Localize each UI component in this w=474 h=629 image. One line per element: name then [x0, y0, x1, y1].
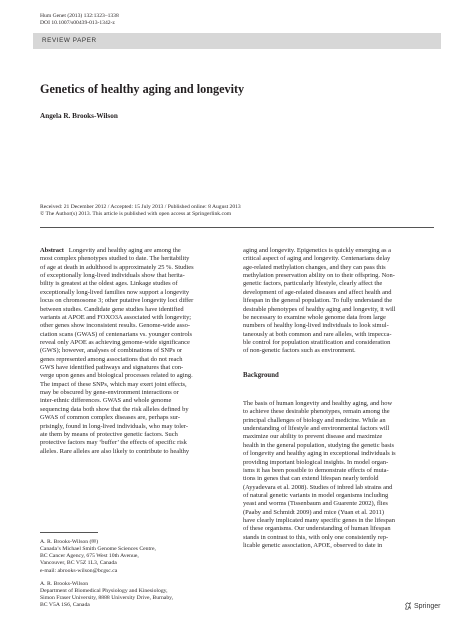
abstract-line: taneously at both common and rare alleles, with impecca- [243, 330, 392, 338]
abstract-line: sequencing data both show that the risk alleles defined by [40, 405, 189, 413]
abstract-column [40, 247, 233, 456]
abstract-line: other genes show inconsistent results. Genome-wide asso- [40, 322, 190, 330]
abstract-line: GWAS of common complex diseases are, perhaps sur- [40, 414, 181, 422]
address-line: e-mail: abrooks-wilson@bcgsc.ca [40, 567, 118, 574]
abstract-line: exceptionally long-lived families now support a longevity [40, 288, 190, 296]
abstract-line: critical aspect of aging and longevity. Centenarians delay [243, 255, 391, 263]
abstract-line: The impact of these SNPs, which may exert joint effects, [40, 380, 187, 388]
background-line: The basis of human longevity and healthy aging, and how [243, 400, 393, 407]
background-line: providing important biological insights. In model organ- [243, 458, 389, 466]
address-line: Vancouver, BC V5Z 1L3, Canada [40, 560, 117, 567]
publication-dates [40, 204, 440, 219]
background-line: yeast and worms (Tissenbaum and Guarente 2002), flies [243, 500, 388, 508]
abstract-label: Abstract [40, 247, 64, 254]
abstract-line: locus on chromosome 3; other putative longevity loci differ [40, 297, 194, 305]
article-type-label: REVIEW PAPER [42, 37, 97, 44]
header-divider [40, 227, 434, 228]
open-access-line: © The Author(s) 2013. This article is published with open access at Springerlink.com [40, 211, 232, 218]
abstract-line: (GWS); however, analyses of combinations of SNPs or [40, 347, 183, 355]
article-author: Angela R. Brooks-Wilson [40, 112, 118, 120]
background-line: to achieve these desirable phenotypes, remain among the [243, 408, 390, 416]
abstract-line: desirable phenotypes of healthy aging and longevity, it will [243, 305, 396, 313]
article-type-banner [33, 33, 441, 49]
address-line: Department of Biomedical Physiology and Kinesiology, [40, 588, 168, 595]
background-line: principal challenges of biology and medicine. While an [243, 416, 386, 424]
abstract-line: lifespan in the general population. To fully understand the [243, 297, 393, 305]
footnote-divider [40, 532, 98, 533]
abstract-line: protective factors may ‘buffer’ the effects of specific risk [40, 439, 187, 447]
abstract-line: be necessary to examine whole genome data from large [243, 313, 386, 321]
background-line: (Ayyadevara et al. 2008). Studies of inbred lab strains and [243, 483, 393, 491]
abstract-line: reveal only APOE as achieving genome-wide significance [40, 338, 190, 346]
springer-horse-icon [404, 602, 412, 610]
abstract-line: ble control for population stratification and consideration [243, 338, 391, 346]
background-line: tions in genes that can extend lifespan nearly tenfold [243, 475, 379, 483]
dates-line: Received: 21 December 2012 / Accepted: 15 July 2013 / Published online: 8 August 2013 [40, 204, 241, 210]
background-line: (Paaby and Schmidt 2009) and mice (Yuan et al. 2011) [243, 508, 384, 516]
abstract-line: between studies. Candidate gene studies have identified [40, 305, 184, 313]
abstract-line: may be obscured by gene-environment interactions or [40, 389, 179, 397]
abstract-line: methylation preservation ability on to their offspring. Non- [243, 272, 395, 280]
background-line: understanding of lifestyle and environmental factors will [243, 425, 390, 433]
background-line: licable genetic association, APOE, observed to date in [243, 542, 383, 550]
journal-doi: DOI 10.1007/s00439-013-1342-z [40, 20, 115, 27]
address-line: BC Cancer Agency, 675 West 10th Avenue, [40, 553, 139, 560]
abstract-line: ate them by means of protective genetic factors. Such [40, 430, 178, 438]
abstract-line: genetic factors, particularly lifestyle, clearly affect the [243, 280, 383, 288]
background-line: stands in contrast to this, with only one consistently rep- [243, 533, 389, 541]
background-line: health in the general population, studying the genetic basis [243, 441, 395, 449]
address-line: A. R. Brooks-Wilson (✉) [40, 539, 99, 545]
address-line: Canada’s Michael Smith Genome Sciences Centre, [40, 546, 156, 553]
abstract-line: Abstract Longevity and healthy aging are among the [40, 247, 181, 254]
abstract-line: most complex phenotypes studied to date. The heritability [40, 255, 190, 263]
abstract-line: development of age-related diseases and affect health and [243, 288, 392, 296]
background-line: of longevity and healthy aging in exceptional individuals is [243, 450, 396, 458]
journal-citation [40, 13, 119, 28]
abstract-line: age-related methylation changes, and they can pass this [243, 263, 386, 271]
background-line: have clearly implicated many specific genes in the lifespan [243, 517, 395, 525]
abstract-line: alleles. Rare alleles are also likely to contribute to healthy [40, 447, 190, 455]
abstract-line: prisingly, found in long-lived individuals, who may toler- [40, 422, 189, 430]
background-line: maximize our ability to prevent disease and maximize [243, 433, 383, 441]
abstract-line: verge upon genes and biological processes related to aging. [40, 372, 193, 380]
abstract-line: GWS have identified pathways and signatures that con- [40, 364, 184, 372]
abstract-line: of non-genetic factors such as environment. [243, 347, 356, 355]
abstract-line: of age at death in adulthood is approximately 25 %. Studies [40, 263, 194, 271]
address-line: A. R. Brooks-Wilson [40, 581, 89, 587]
author-address-2 [40, 581, 230, 610]
abstract-line: bility is greatest at the oldest ages. Linkage studies of [40, 280, 178, 288]
background-column [243, 400, 435, 550]
section-heading-background: Background [243, 372, 279, 379]
abstract-line: aging and longevity. Epigenetics is quickly emerging as a [243, 247, 392, 254]
abstract-line: ciation scans (GWAS) of centenarians vs. younger controls [40, 330, 192, 338]
publisher-name: Springer [414, 602, 441, 610]
abstract-line: numbers of healthy long-lived individuals to look simul- [243, 322, 389, 330]
article-title: Genetics of healthy aging and longevity [40, 82, 245, 96]
publisher-logo [404, 602, 440, 610]
abstract-line: genes represented among associations that do not reach [40, 355, 183, 363]
abstract-line: inter-ethnic differences. GWAS and whole genome [40, 397, 172, 405]
address-line: Simon Fraser University, 8888 University Drive, Burnaby, [40, 595, 174, 602]
background-line: of natural genetic variants in model organisms including [243, 491, 389, 499]
author-address-1 [40, 539, 230, 575]
address-line: BC V5A 1S6, Canada [40, 602, 90, 609]
abstract-line: of exceptionally long-lived individuals show that herita- [40, 272, 185, 280]
journal-issue: Hum Genet (2013) 132:1323–1338 [40, 13, 119, 19]
abstract-continued-column [243, 247, 435, 356]
abstract-line: variants at APOE and FOXO3A associated with longevity; [40, 313, 192, 321]
background-line: isms it has been possible to demonstrate effects of muta- [243, 466, 389, 474]
background-line: of these organisms. Our understanding of human lifespan [243, 525, 391, 533]
